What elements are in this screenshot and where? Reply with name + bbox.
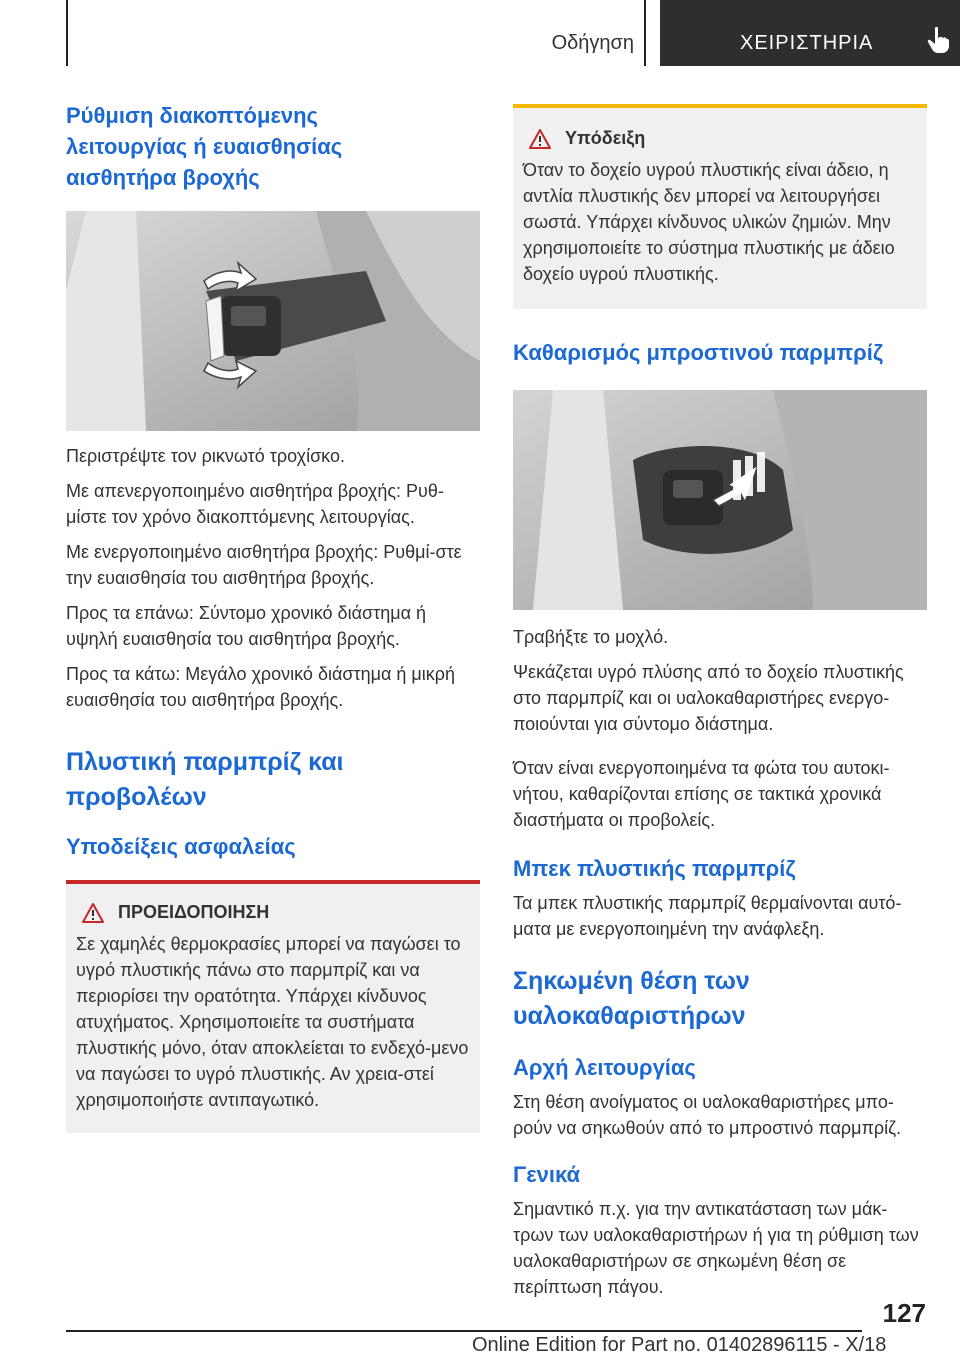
wiper-lever-photo	[513, 390, 927, 610]
footer-divider	[66, 1330, 862, 1332]
paragraph: Προς τα επάνω: Σύντομο χρονικό διάστημα ή υψηλή ευαισθησία του αισθητήρα βροχής.	[66, 603, 426, 649]
paragraph: Τραβήξτε το μοχλό.	[513, 627, 669, 647]
heading-washer-nozzles: Μπεκ πλυστικής παρμπρίζ	[513, 856, 796, 881]
general-text: Σημαντικό π.χ. για την αντικατάσταση των μάκ-τρων των υαλοκαθαριστήρων ή για τη ρύθμιση των υαλοκαθαριστήρων σε σηκωμένη θέση σε περίπτωση πάγου.	[513, 1199, 919, 1297]
paragraph: Με απενεργοποιημένο αισθητήρα βροχής: Ρυθ-μίστε τον χρόνο διακοπτόμενης λειτουργίας.	[66, 481, 444, 527]
note-box	[513, 104, 927, 309]
warning-title: ΠΡΟΕΙΔΟΠΟΙΗΣΗ	[118, 902, 270, 922]
paragraph: Όταν είναι ενεργοποιημένα τα φώτα του αυτοκι-νήτου, καθαρίζονται επίσης σε τακτικά χρονικά διαστήματα οι προβολείς.	[513, 758, 890, 830]
front-wash-instructions	[513, 624, 927, 833]
warning-text: Σε χαμηλές θερμοκρασίες μπορεί να παγώσει το υγρό πλυστικής πάνω στο παρμπρίζ και να περιορίσει την ορατότητα. Υπάρχει κίνδυνος ατυχήματος. Χρησιμοποιείτε τα συστήματα πλυστικής μόνο, όταν αποκλείεται το ενδεχό-μενο να παγώσει το υγρό πλυστικής. Αν χρεια-στεί χρησιμοποιήστε αντιπαγωτικό.	[76, 934, 469, 1110]
paragraph: Με ενεργοποιημένο αισθητήρα βροχής: Ρυθμί-στε την ευαισθησία του αισθητήρα βροχής.	[66, 542, 462, 588]
paragraph: Περιστρέψτε τον ρικνωτό τροχίσκο.	[66, 446, 345, 466]
heading-raised-position: Σηκωμένη θέση των υαλοκαθαριστήρων	[513, 967, 750, 1030]
footer-edition: Online Edition for Part no. 01402896115 - X/18	[472, 1334, 887, 1356]
header-chapter-label: ΧΕΙΡΙΣΤΗΡΙΑ	[740, 32, 874, 54]
header-chapter-tab	[660, 0, 960, 66]
hand-pointer-icon	[926, 26, 950, 54]
interval-instructions	[66, 443, 480, 713]
warning-box	[66, 880, 480, 1133]
warning-title-row	[82, 902, 470, 923]
header-section-label: Οδήγηση	[551, 32, 634, 54]
heading-interval-setting: Ρύθμιση διακοπτόμενης λειτουργίας ή ευαισθησίας αισθητήρα βροχής	[66, 103, 343, 190]
header-section-tab	[66, 0, 646, 66]
heading-front-windshield: Καθαρισμός μπροστινού παρμπρίζ	[513, 340, 883, 365]
heading-safety-notes: Υποδείξεις ασφαλείας	[66, 834, 296, 859]
note-title-row	[529, 128, 917, 149]
heading-general: Γενικά	[513, 1162, 581, 1187]
note-title: Υπόδειξη	[565, 128, 646, 148]
right-column	[513, 104, 927, 1309]
paragraph: Προς τα κάτω: Μεγάλο χρονικό διάστημα ή μικρή ευαισθησία του αισθητήρα βροχής.	[66, 664, 456, 710]
left-column	[66, 100, 480, 1133]
nozzles-text: Τα μπεκ πλυστικής παρμπρίζ θερμαίνονται αυτό-ματα με ενεργοποιημένη την ανάφλεξη.	[513, 893, 902, 939]
paragraph: Ψεκάζεται υγρό πλύσης από το δοχείο πλυστικής στο παρμπρίζ και οι υαλοκαθαριστήρες ενεργο-ποιούνται για σύντομο διάστημα.	[513, 662, 904, 734]
caution-triangle-icon	[529, 129, 551, 149]
page-number: 127	[882, 1298, 926, 1328]
heading-principle: Αρχή λειτουργίας	[513, 1055, 696, 1080]
heading-washer-system: Πλυστική παρμπρίζ και προβολέων	[66, 748, 344, 811]
wiper-knob-photo	[66, 211, 480, 431]
warning-triangle-icon	[82, 903, 104, 923]
note-text: Όταν το δοχείο υγρού πλυστικής είναι άδειο, η αντλία πλυστικής δεν μπορεί να λειτουργήσει σωστά. Υπάρχει κίνδυνος υλικών ζημιών. Μην χρησιμοποιείτε το σύστημα πλυστικής με άδειο δοχείο υγρού πλυστικής.	[523, 160, 895, 284]
principle-text: Στη θέση ανοίγματος οι υαλοκαθαριστήρες μπο-ρούν να σηκωθούν από το μπροστινό παρμπρίζ.	[513, 1092, 902, 1138]
